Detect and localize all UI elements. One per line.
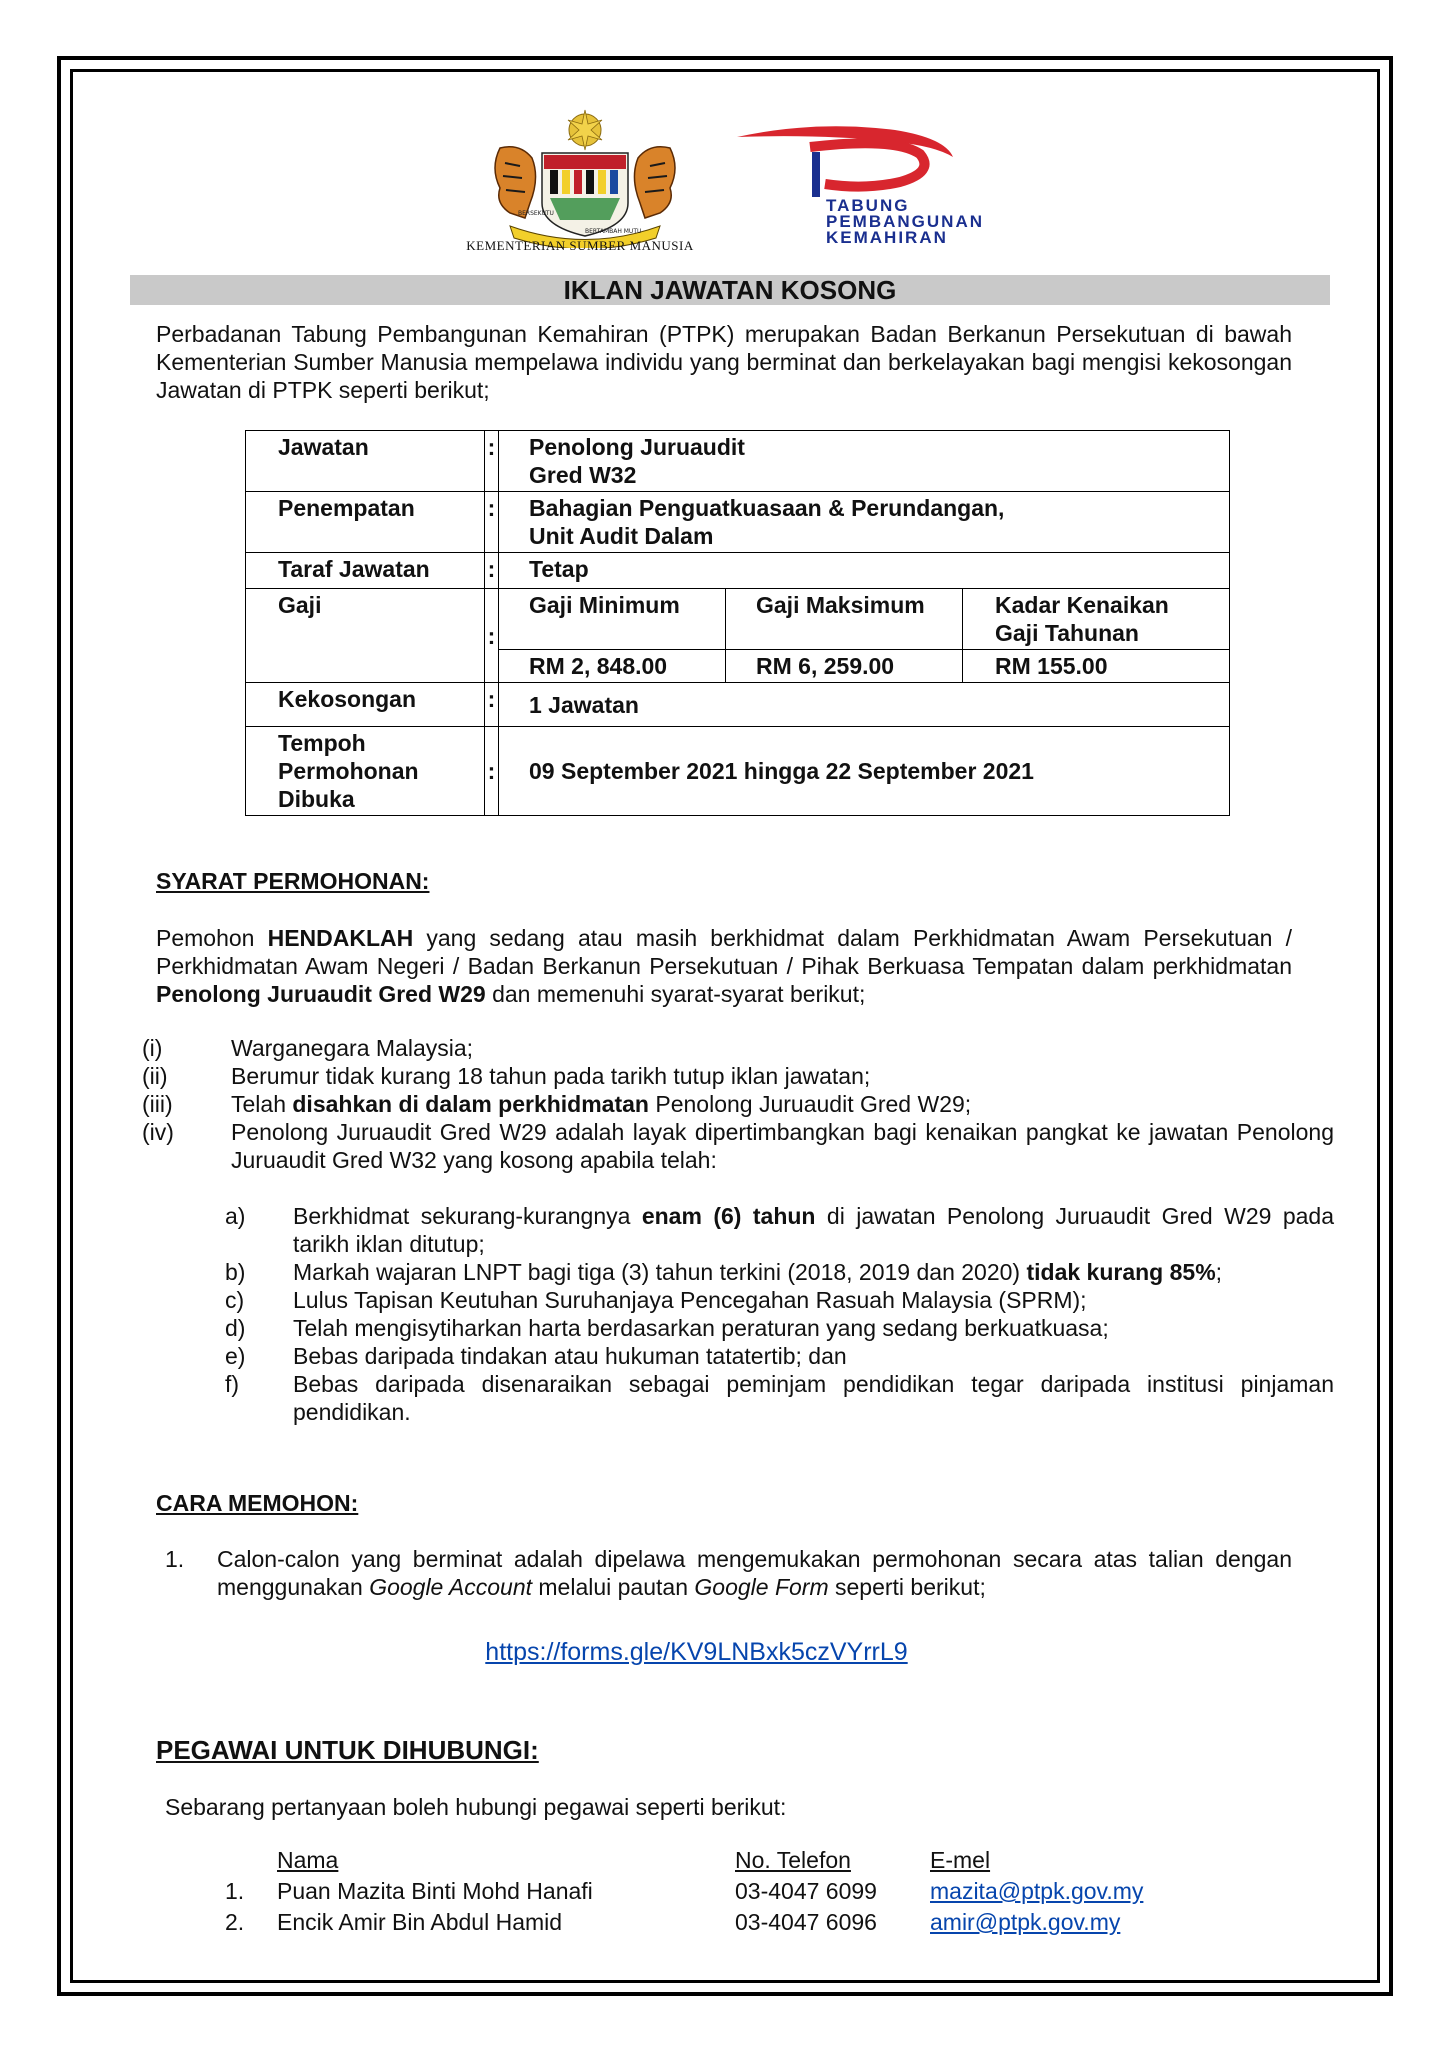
page-title-banner: IKLAN JAWATAN KOSONG bbox=[130, 275, 1330, 305]
value-penempatan: Bahagian Penguatkuasaan & Perundangan, Unit Audit Dalam bbox=[499, 492, 1230, 553]
label-gaji: Gaji bbox=[246, 589, 485, 683]
logo-line-3: KEMAHIRAN bbox=[826, 228, 948, 247]
syarat-item: (iv) Penolong Juruaudit Gred W29 adalah layak dipertimbangkan bagi kenaikan pangkat ke jawatan Penolong Juruaudit Gred W32 yang kosong apabila telah: bbox=[142, 1119, 1334, 1173]
colon: : bbox=[485, 431, 499, 492]
contact-row: 1. Puan Mazita Binti Mohd Hanafi 03-4047 6099 mazita@ptpk.gov.my bbox=[225, 1878, 1144, 1904]
value-jawatan: Penolong Juruaudit Gred W32 bbox=[499, 431, 1230, 492]
ministry-caption: KEMENTERIAN SUMBER MANUSIA bbox=[466, 238, 694, 253]
syarat-item: (ii) Berumur tidak kurang 18 tahun pada tarikh tutup iklan jawatan; bbox=[142, 1063, 871, 1089]
logo-line-1: TABUNG bbox=[826, 196, 910, 215]
sub-item: b) Markah wajaran LNPT bagi tiga (3) tahun terkini (2018, 2019 dan 2020) tidak kurang 85%; bbox=[225, 1259, 1223, 1285]
cara-heading: CARA MEMOHON: bbox=[156, 1490, 359, 1516]
gaji-min-value: RM 2, 848.00 bbox=[499, 650, 726, 683]
sub-item: f) Bebas daripada disenaraikan sebagai peminjam pendidikan tegar daripada institusi pinjaman pendidikan. bbox=[225, 1371, 1334, 1425]
kadar-label: Kadar Kenaikan Gaji Tahunan bbox=[963, 589, 1230, 650]
gaji-max-value: RM 6, 259.00 bbox=[726, 650, 963, 683]
colon: : bbox=[485, 727, 499, 816]
syarat-item: (iii) Telah disahkan di dalam perkhidmatan Penolong Juruaudit Gred W29; bbox=[142, 1091, 972, 1117]
gaji-min-label: Gaji Minimum bbox=[499, 589, 726, 650]
sub-item: a) Berkhidmat sekurang-kurangnya enam (6) tahun di jawatan Penolong Juruaudit Gred W29 pada tarikh iklan ditutup; bbox=[225, 1203, 1334, 1257]
google-form-link[interactable]: https://forms.gle/KV9LNBxk5czVYrrL9 bbox=[485, 1638, 908, 1666]
sub-item: e) Bebas daripada tindakan atau hukuman tatatertib; dan bbox=[225, 1343, 847, 1369]
syarat-paragraph: Pemohon HENDAKLAH yang sedang atau masih berkhidmat dalam Perkhidmatan Awam Persekutuan / Perkhidmatan Awam Negeri / Badan Berkanun Persekutuan / Pihak Berkuasa Tempatan dalam perkhidmatan Penolong Juruaudit Gred W29 dan memenuhi syarat-syarat berikut; bbox=[156, 925, 1292, 1007]
email-link[interactable]: amir@ptpk.gov.my bbox=[930, 1909, 1121, 1935]
syarat-heading: SYARAT PERMOHONAN: bbox=[156, 868, 430, 894]
intro-paragraph: Perbadanan Tabung Pembangunan Kemahiran (PTPK) merupakan Badan Berkanun Persekutuan di bawah Kementerian Sumber Manusia mempelawa individu yang berminat dan berkelayakan bagi mengisi kekosongan Jawatan di PTPK seperti berikut; bbox=[156, 321, 1292, 403]
colon: : bbox=[485, 492, 499, 553]
job-details-table bbox=[245, 430, 1230, 816]
cara-item: 1. Calon-calon yang berminat adalah dipelawa mengemukakan permohonan secara atas talian dengan menggunakan Google Account melalui pautan Google Form seperti berikut; bbox=[165, 1546, 1292, 1600]
crest-motto-right: BERTAMBAH MUTU bbox=[585, 228, 642, 235]
label-taraf: Taraf Jawatan bbox=[246, 553, 485, 589]
crest-motto-left: BERSEKUTU bbox=[518, 210, 554, 217]
pegawai-heading: PEGAWAI UNTUK DIHUBUNGI: bbox=[156, 1735, 539, 1765]
sub-item: d) Telah mengisytiharkan harta berdasarkan peraturan yang sedang berkuatkuasa; bbox=[225, 1315, 1109, 1341]
value-kekosongan: 1 Jawatan bbox=[499, 683, 1230, 727]
kadar-value: RM 155.00 bbox=[963, 650, 1230, 683]
coat-of-arms-logo bbox=[470, 108, 700, 248]
syarat-item: (i) Warganegara Malaysia; bbox=[142, 1035, 474, 1061]
gaji-max-label: Gaji Maksimum bbox=[726, 589, 963, 650]
label-jawatan: Jawatan bbox=[246, 431, 485, 492]
value-taraf: Tetap bbox=[499, 553, 1230, 589]
contact-row: 2. Encik Amir Bin Abdul Hamid 03-4047 6096 amir@ptpk.gov.my bbox=[225, 1909, 1121, 1935]
colon: : bbox=[485, 589, 499, 683]
label-kekosongan: Kekosongan bbox=[246, 683, 485, 727]
contact-header: Nama No. Telefon E-mel bbox=[277, 1847, 991, 1873]
colon: : bbox=[485, 553, 499, 589]
value-tempoh: 09 September 2021 hingga 22 September 2021 bbox=[499, 727, 1230, 816]
sub-item: c) Lulus Tapisan Keutuhan Suruhanjaya Pencegahan Rasuah Malaysia (SPRM); bbox=[225, 1287, 1087, 1313]
label-penempatan: Penempatan bbox=[246, 492, 485, 553]
logo-line-2: PEMBANGUNAN bbox=[826, 212, 984, 231]
pegawai-intro: Sebarang pertanyaan boleh hubungi pegawai seperti berikut: bbox=[165, 1794, 787, 1820]
colon: : bbox=[485, 683, 499, 727]
label-tempoh: Tempoh Permohonan Dibuka bbox=[246, 727, 485, 816]
email-link[interactable]: mazita@ptpk.gov.my bbox=[930, 1878, 1144, 1904]
